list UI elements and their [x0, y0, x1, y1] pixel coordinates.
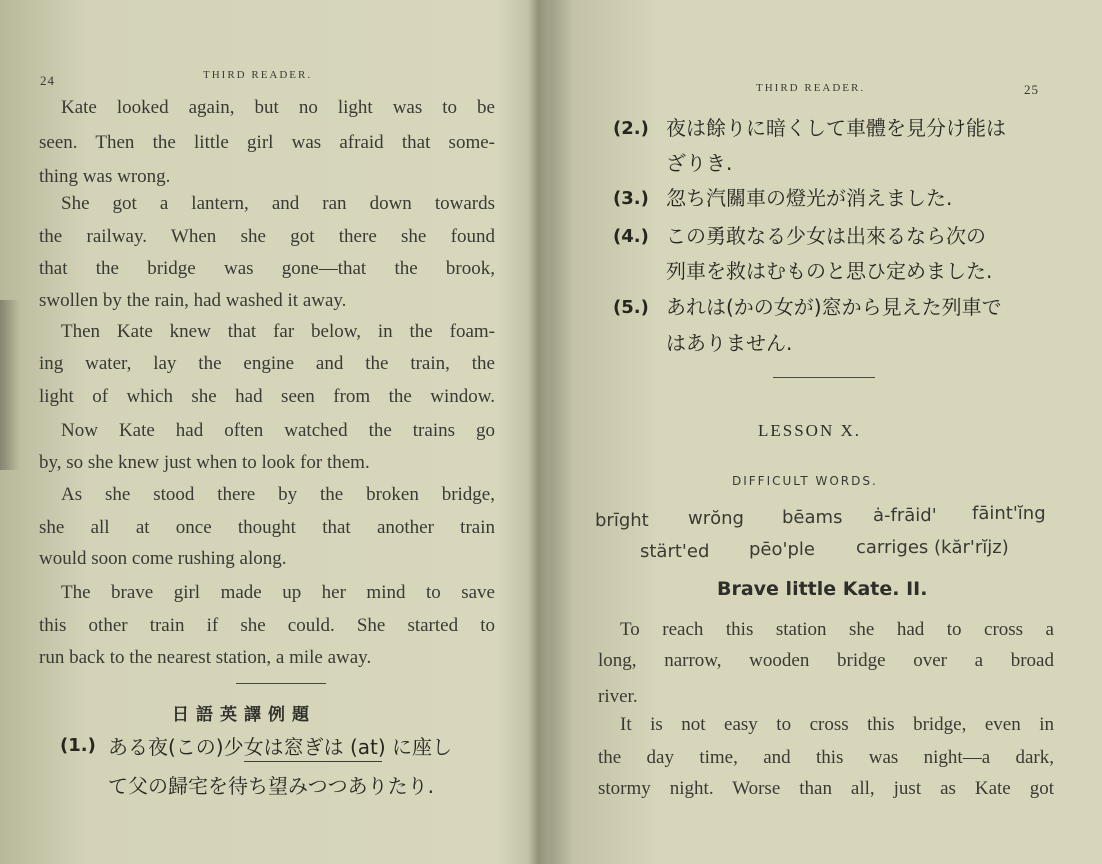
left-text-line: she all at once thought that another train — [39, 517, 495, 538]
difficult-word: fāint'ĭng — [972, 503, 1046, 524]
right-rule — [773, 377, 875, 378]
left-text-line: Now Kate had often watched the trains go — [61, 420, 495, 441]
exercise-number: (2.) — [613, 118, 649, 139]
right-text-line: the day time, and this was night—a dark, — [598, 747, 1054, 768]
left-text-line: would soon come rushing along. — [39, 548, 287, 569]
left-text-line: She got a lantern, and ran down towards — [61, 193, 495, 214]
right-text-line: It is not easy to cross this bridge, even in — [620, 714, 1054, 735]
left-text-line: Kate looked again, but no light was to be — [61, 97, 495, 118]
exercise-number: (3.) — [613, 188, 649, 209]
exercise-japanese-line: 列車を救はむものと思ひ定めました. — [666, 259, 993, 283]
exercise-japanese-line: ある夜(この)少女は窓ぎは (at) に座し — [108, 735, 453, 759]
exercise-japanese-line: て父の歸宅を待ち望みつつありたり. — [108, 774, 434, 798]
left-text-line: by, so she knew just when to look for them. — [39, 452, 370, 473]
difficult-word: brīght — [595, 510, 649, 531]
left-text-line: swollen by the rain, had washed it away. — [39, 290, 347, 311]
left-page-number: 24 — [40, 73, 55, 88]
left-text-line: run back to the nearest station, a mile away. — [39, 647, 372, 668]
left-text-line: light of which she had seen from the window. — [39, 386, 495, 407]
difficult-word: bēams — [782, 507, 843, 528]
exercise-japanese-line: 夜は餘りに暗くして車體を見分け能は — [666, 116, 1006, 140]
left-text-line: ing water, lay the engine and the train, the — [39, 353, 495, 374]
right-text-line: river. — [598, 686, 638, 707]
right-text-line: stormy night. Worse than all, just as Kate got — [598, 778, 1054, 799]
left-text-line: Then Kate knew that far below, in the foam- — [61, 321, 495, 342]
left-page — [0, 0, 536, 864]
left-text-line: As she stood there by the broken bridge, — [61, 484, 495, 505]
left-text-line: that the bridge was gone—that the brook, — [39, 258, 495, 279]
left-text-line: the railway. When she got there she found — [39, 226, 495, 247]
difficult-word: stärt'ed — [640, 541, 710, 562]
exercise-japanese-line: この勇敢なる少女は出來るなら次の — [666, 224, 986, 248]
difficult-words-heading: DIFFICULT WORDS. — [732, 474, 878, 488]
left-running-head: THIRD READER. — [203, 69, 313, 81]
right-running-head: THIRD READER. — [756, 82, 866, 94]
exercise-number: (5.) — [613, 297, 649, 318]
exercise-number: (4.) — [613, 226, 649, 247]
left-text-line: this other train if she could. She started to — [39, 615, 495, 636]
story-title: Brave little Kate. II. — [717, 578, 928, 600]
right-page-number: 25 — [1024, 82, 1039, 97]
difficult-word: carriges (kăr'rĭjz) — [856, 537, 1009, 558]
left-text-line: seen. Then the little girl was afraid that some- — [39, 132, 495, 153]
exercise-japanese-line: あれは(かの女が)窓から見えた列車で — [666, 295, 1002, 319]
difficult-word: pēo'ple — [749, 539, 815, 560]
exercise-number: (1.) — [60, 735, 96, 756]
exercise-japanese-line: 忽ち汽關車の燈光が消えました. — [666, 186, 953, 210]
exercise-japanese-line: はありません. — [666, 331, 793, 355]
left-text-line: The brave girl made up her mind to save — [61, 582, 495, 603]
text-underline — [244, 761, 382, 762]
left-rule — [236, 683, 326, 684]
right-page — [540, 0, 1102, 864]
lesson-title: LESSON X. — [758, 421, 862, 440]
difficult-word: wrŏng — [688, 508, 744, 529]
exercise-heading: 日語英譯例題 — [172, 705, 316, 725]
right-text-line: To reach this station she had to cross a — [620, 619, 1054, 640]
right-text-line: long, narrow, wooden bridge over a broad — [598, 650, 1054, 671]
left-text-line: thing was wrong. — [39, 166, 171, 187]
difficult-word: ȧ-frāid' — [873, 505, 937, 526]
exercise-japanese-line: ざりき. — [666, 151, 733, 175]
